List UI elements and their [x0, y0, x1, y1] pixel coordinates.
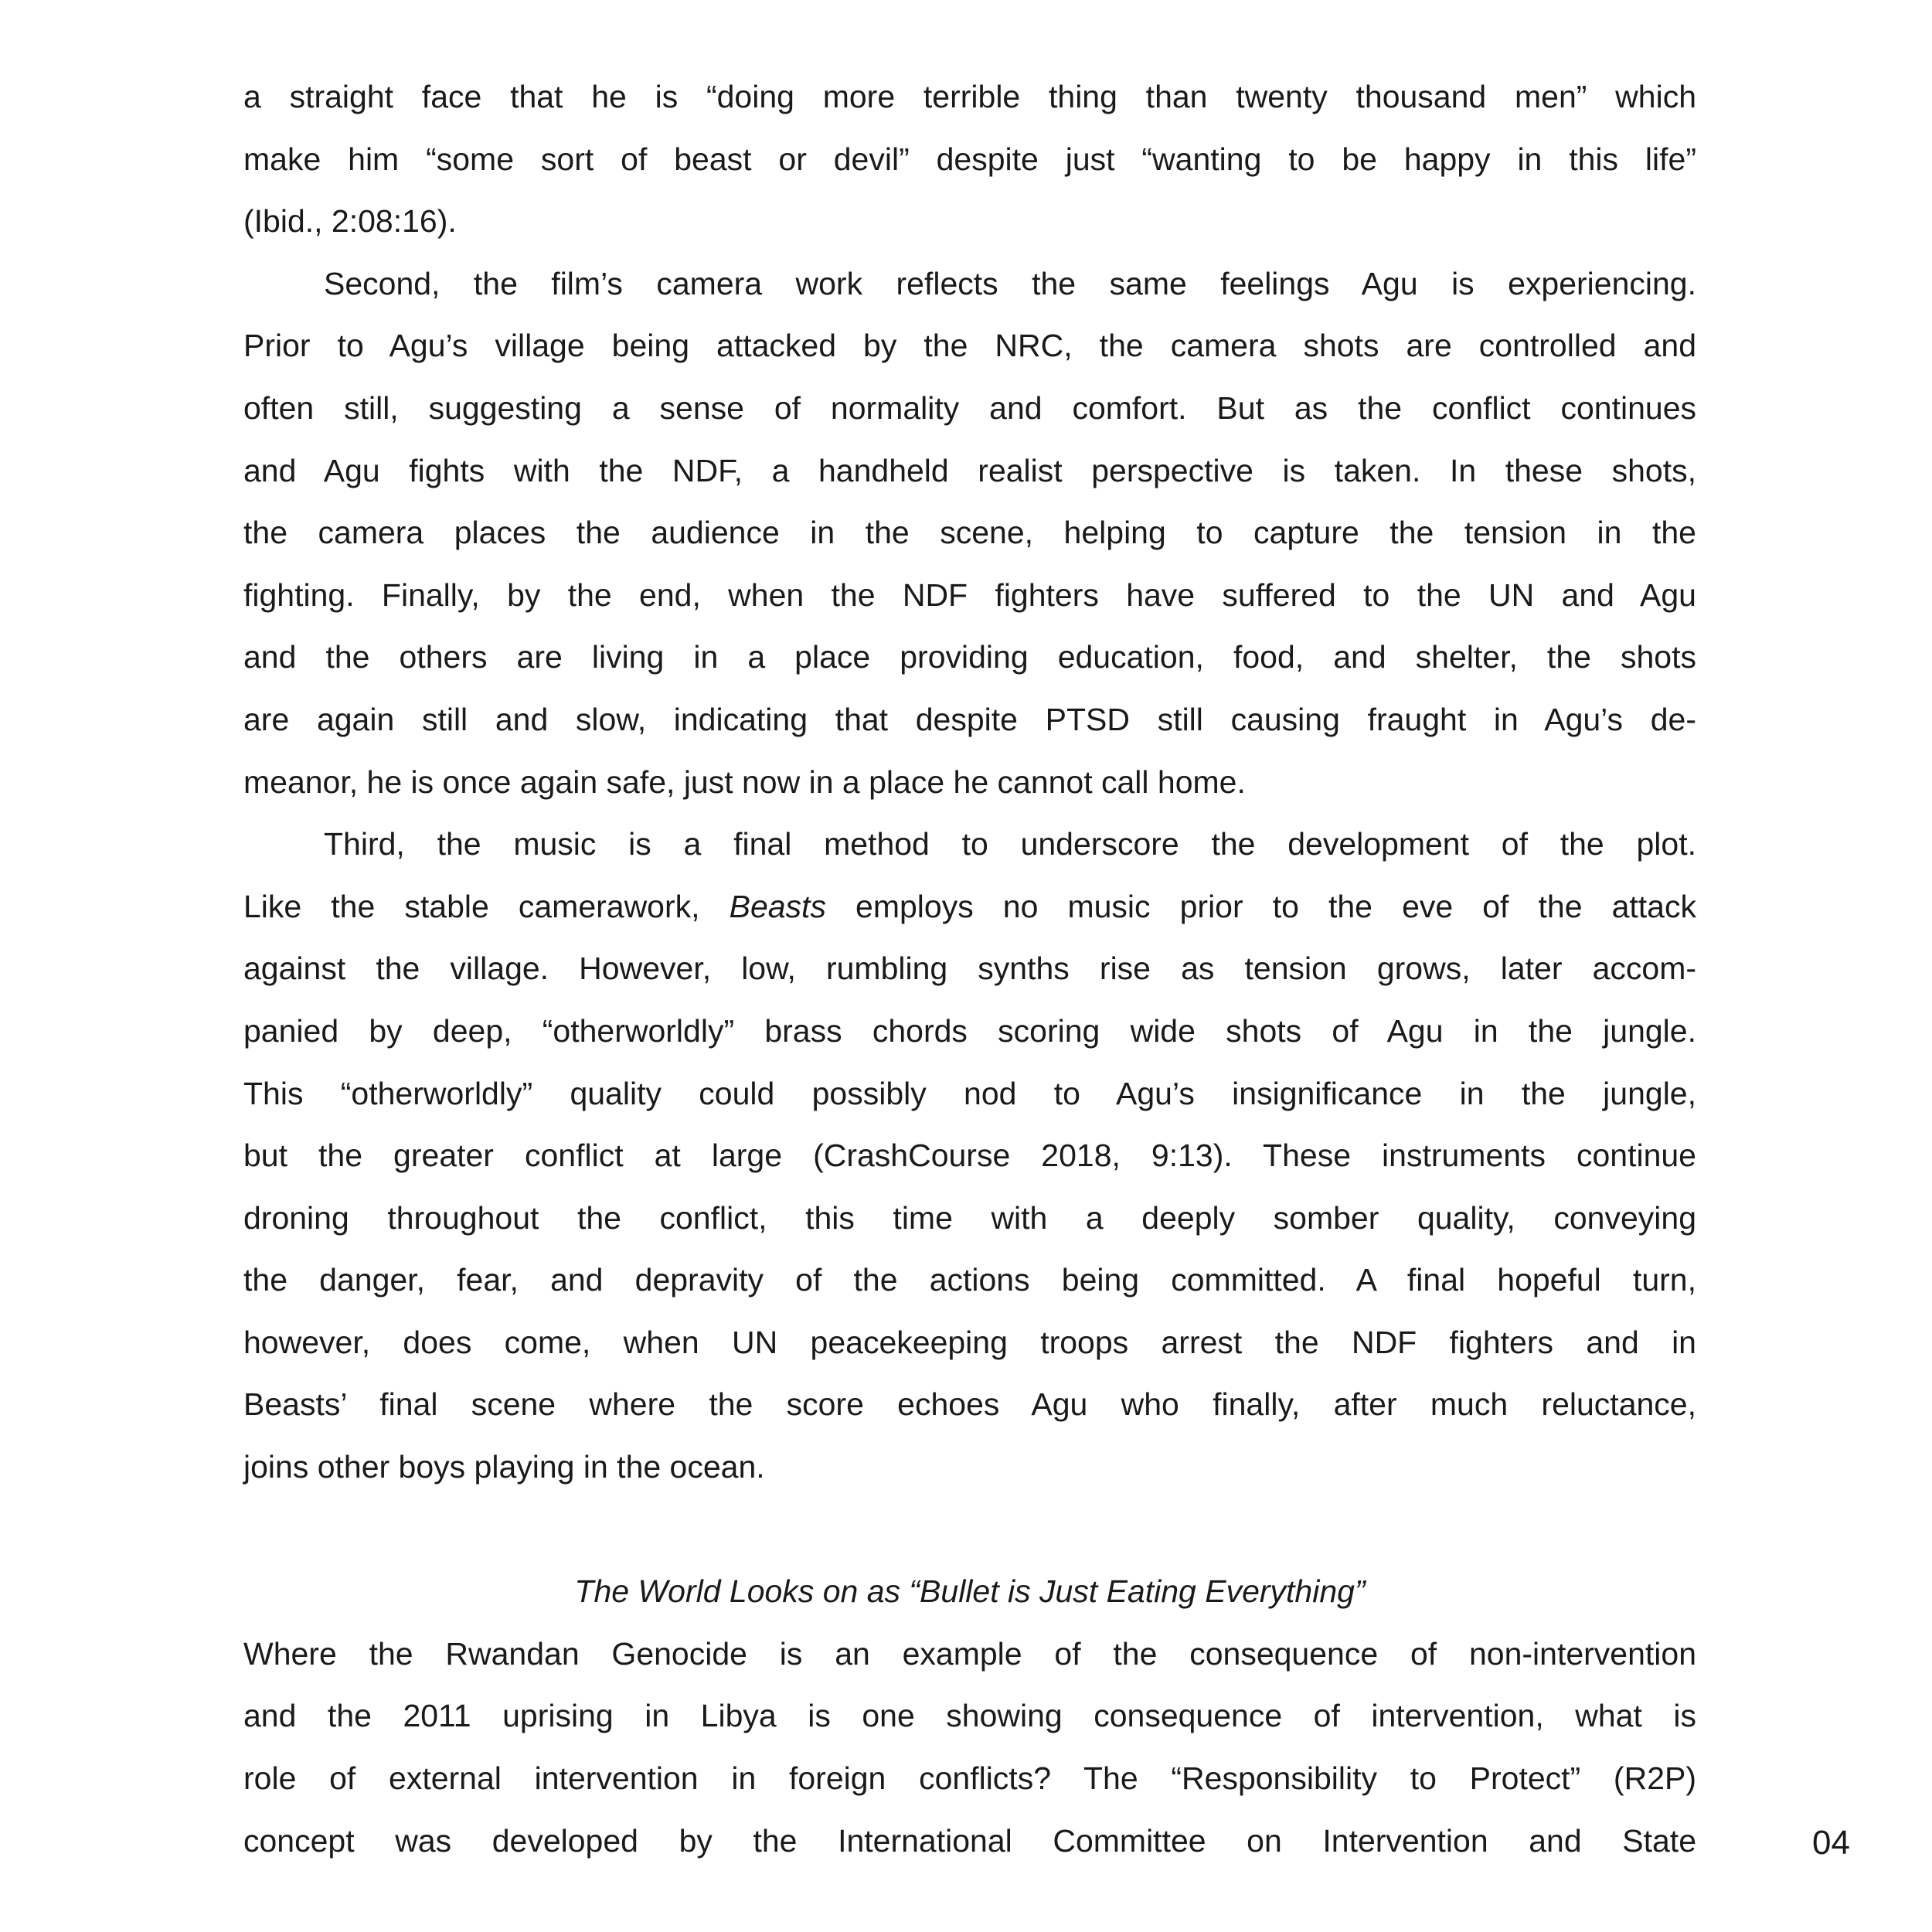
text-line: are again still and slow, indicating that despite PTSD still causing fraught in Agu’s de- — [243, 701, 1696, 737]
text-line: This “otherworldly” quality could possibly nod to Agu’s insignificance in the jungle, — [243, 1075, 1696, 1111]
film-title: Beasts — [729, 888, 826, 924]
text-line: the danger, fear, and depravity of the actions being committed. A final hopeful turn, — [243, 1262, 1696, 1298]
spacer — [243, 1498, 1696, 1561]
text-line: and the 2011 uprising in Libya is one showing consequence of intervention, what is — [243, 1698, 1696, 1734]
text-line: Prior to Agu’s village being attacked by the NRC, the camera shots are controlled and — [243, 328, 1696, 364]
text-line: against the village. However, low, rumbling synths rise as tension grows, later accom- — [243, 951, 1696, 987]
text-line: concept was developed by the International Committee on Intervention and State — [243, 1822, 1696, 1859]
text-line: Where the Rwandan Genocide is an example of the consequence of non-intervention — [243, 1635, 1696, 1672]
text-line: joins other boys playing in the ocean. — [243, 1449, 765, 1485]
page-number: 04 — [1812, 1824, 1850, 1862]
text-line: the camera places the audience in the scene, helping to capture the tension in the — [243, 515, 1696, 551]
text-line: however, does come, when UN peacekeeping troops arrest the NDF fighters and in — [243, 1324, 1696, 1360]
text-line — [243, 876, 1696, 938]
document-body — [243, 66, 1696, 1872]
text-line: Beasts’ final scene where the score echoes Agu who finally, after much reluctance, — [243, 1386, 1696, 1423]
text-line: a straight face that he is “doing more terrible thing than twenty thousand men” which — [243, 79, 1696, 114]
text-line: meanor, he is once again safe, just now in a place he cannot call home. — [243, 764, 1246, 800]
text-segment: Like the stable camerawork, — [243, 888, 730, 924]
text-line: (Ibid., 2:08:16). — [243, 203, 457, 240]
text-line: make him “some sort of beast or devil” despite just “wanting to be happy in this life” — [243, 141, 1696, 177]
text-line: and Agu fights with the NDF, a handheld realist perspective is taken. In these shots, — [243, 452, 1696, 488]
text-line: Third, the music is a final method to underscore the development of the plot. — [324, 826, 1696, 862]
text-line: Second, the film’s camera work reflects the same feelings Agu is experiencing. — [324, 265, 1696, 301]
text-line: droning throughout the conflict, this time with a deeply somber quality, conveying — [243, 1199, 1696, 1236]
text-line: panied by deep, “otherworldly” brass chords scoring wide shots of Agu in the jungle. — [243, 1012, 1696, 1049]
text-line: role of external intervention in foreign conflicts? The “Responsibility to Protect” (R2P) — [243, 1760, 1696, 1797]
text-line: and the others are living in a place providing education, food, and shelter, the shots — [243, 639, 1696, 675]
text-segment: employs no music prior to the eve of the attack — [825, 888, 1696, 924]
text-line: but the greater conflict at large (CrashCourse 2018, 9:13). These instruments continue — [243, 1138, 1696, 1174]
section-heading: The World Looks on as “Bullet is Just Eating Everything” — [574, 1573, 1366, 1610]
text-line: fighting. Finally, by the end, when the NDF fighters have suffered to the UN and Agu — [243, 577, 1696, 613]
text-line: often still, suggesting a sense of normality and comfort. But as the conflict continues — [243, 389, 1696, 426]
